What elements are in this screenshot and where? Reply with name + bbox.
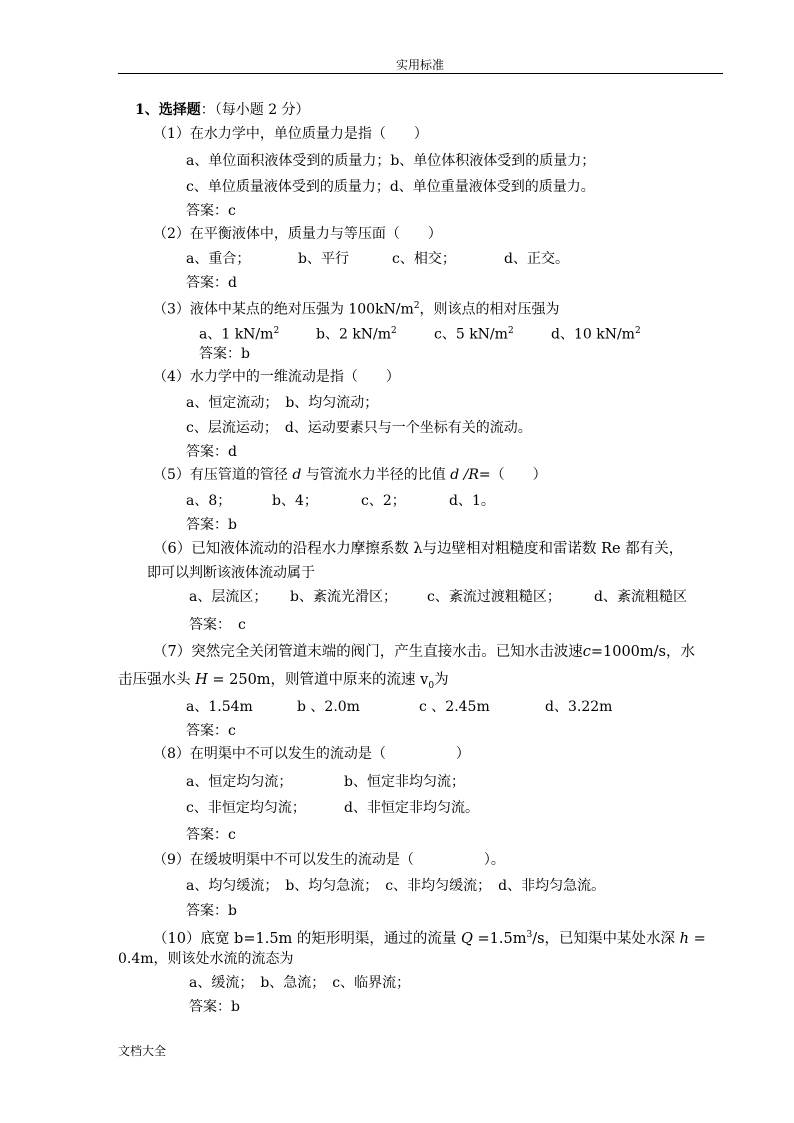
q8-answer: 答案：c (186, 827, 236, 843)
q8-option-c: c、非恒定均匀流； (186, 800, 306, 816)
section-number: 1、选择题 (135, 102, 201, 118)
q4-options-cd: c、层流运动； d、运动要素只与一个坐标有关的流动。 (186, 420, 532, 436)
q6-option-b: b、紊流光滑区； (290, 589, 397, 605)
q10-stem-exponent: 3 (526, 930, 533, 940)
q3-option-c-exponent: 2 (507, 326, 514, 336)
q2-option-a: a、重合； (186, 251, 251, 267)
q5-stem-part: （5）有压管道的管径 (153, 467, 288, 483)
q7-stem-subscript: 0 (428, 680, 435, 691)
q3-option-b-exponent: 2 (391, 326, 397, 336)
q10-options: a、缓流； b、急流； c、临界流； (189, 975, 411, 991)
q1-answer: 答案：c (186, 203, 236, 219)
q3-option-a-text: a、1 kN/m (199, 326, 274, 343)
q8-option-b: b、恒定非均匀流； (344, 774, 465, 790)
q10-stem-line2: 0.4m，则该处水流的流态为 (118, 951, 294, 967)
q10-stem-line1 (153, 925, 706, 949)
q3-option-b (316, 321, 397, 345)
q2-option-d: d、正交。 (504, 251, 569, 267)
q7-option-d: d、3.22m (545, 699, 613, 715)
q7-stem-part: =1000m/s，水 (590, 644, 695, 660)
q4-options-ab: a、恒定流动； b、均匀流动； (186, 395, 379, 411)
q3-option-a-exponent: 2 (273, 326, 280, 336)
q2-option-c: c、相交； (392, 251, 456, 267)
q8-stem: （8）在明渠中不可以发生的流动是（ ） (153, 746, 470, 762)
q10-stem-part: = (693, 930, 706, 947)
q5-option-d: d、1。 (449, 493, 495, 509)
q7-stem-part: 击压强水头 (118, 672, 191, 688)
q5-stem (153, 465, 547, 485)
page-header: 实用标准 (395, 58, 444, 72)
q3-option-b-text: b、2 kN/m (316, 326, 392, 343)
q10-stem-part: /s，已知渠中某处水深 (532, 930, 676, 947)
q8-option-a: a、恒定均匀流； (186, 774, 293, 790)
q7-stem-line1 (153, 642, 695, 662)
q7-answer: 答案：c (186, 723, 236, 739)
q6-option-c: c、紊流过渡粗糙区； (427, 589, 561, 605)
q5-option-a: a、8； (186, 493, 232, 509)
q1-stem: （1）在水力学中，单位质量力是指（ ） (153, 126, 428, 142)
q3-option-d-text: d、10 kN/m (551, 326, 635, 343)
q10-answer: 答案：b (189, 999, 240, 1015)
q5-stem-part: 与管流水力半径的比值 (305, 467, 446, 483)
q3-option-d (551, 321, 641, 345)
q7-option-c: c 、2.45m (419, 699, 490, 715)
q1-options-cd: c、单位质量液体受到的质量力；d、单位重量液体受到的质量力。 (186, 179, 595, 195)
q5-answer: 答案：b (186, 517, 237, 533)
q6-option-a: a、层流区； (189, 589, 268, 605)
q10-stem-symbol: Q (461, 930, 473, 947)
q9-stem: （9）在缓坡明渠中不可以发生的流动是（ ）。 (153, 852, 505, 868)
q3-option-c-text: c、5 kN/m (434, 326, 508, 343)
section-title (135, 100, 310, 120)
q7-stem-part: = 250m，则管道中原来的流速 v (212, 672, 429, 688)
q7-stem-part: 为 (434, 672, 449, 688)
q5-option-b: b、4； (272, 493, 318, 509)
q7-option-b: b 、2.0m (297, 699, 360, 715)
q3-option-a (199, 321, 279, 345)
q2-answer: 答案：d (186, 275, 237, 291)
q3-answer: 答案：b (199, 346, 250, 362)
q1-options-ab: a、单位面积液体受到的质量力；b、单位体积液体受到的质量力； (186, 153, 596, 169)
q10-stem-part: （10）底宽 b=1.5m 的矩形明渠，通过的流量 (153, 930, 457, 947)
q7-stem-symbol: H (195, 672, 208, 688)
q5-option-c: c、2； (361, 493, 406, 509)
q4-stem: （4）水力学中的一维流动是指（ ） (153, 369, 400, 385)
header-divider (118, 73, 723, 74)
q7-stem-part: （7）突然完全关闭管道末端的阀门，产生直接水击。已知水击波速 (153, 644, 583, 660)
q9-answer: 答案：b (186, 903, 237, 919)
q7-stem-symbol: c (582, 644, 591, 660)
q6-stem-line2: 即可以判断该液体流动属于 (147, 565, 315, 581)
q7-option-a: a、1.54m (186, 699, 253, 715)
page-footer: 文档大全 (118, 1044, 167, 1058)
q4-answer: 答案：d (186, 444, 237, 460)
q7-stem-line2 (118, 670, 449, 696)
q10-stem-part: =1.5m (477, 930, 527, 947)
q2-stem: （2）在平衡液体中，质量力与等压面（ ） (153, 226, 442, 242)
q3-stem-part: （3）液体中某点的绝对压强为 100kN/m (153, 301, 414, 318)
q9-options: a、均匀缓流； b、均匀急流； c、非均匀缓流； d、非均匀急流。 (186, 878, 606, 894)
q6-option-d: d、紊流粗糙区 (594, 589, 687, 605)
q3-stem-exponent: 2 (413, 301, 420, 311)
section-note: ：（每小题 2 分） (200, 102, 310, 118)
q6-stem-line1: （6）已知液体流动的沿程水力摩擦系数 λ与边壁相对粗糙度和雷诺数 Re 都有关， (153, 541, 684, 557)
q3-option-c (434, 321, 514, 345)
q6-answer: 答案： c (189, 617, 246, 633)
q5-stem-part: =（ ） (478, 467, 547, 483)
q10-stem-symbol: h (679, 930, 690, 947)
q2-option-b: b、平行 (298, 251, 349, 267)
q5-stem-ratio: d /R (450, 467, 479, 483)
q3-stem-part: ，则该点的相对压强为 (419, 301, 560, 318)
q3-option-d-exponent: 2 (634, 326, 641, 336)
q8-option-d: d、非恒定非均匀流。 (344, 800, 479, 816)
q5-stem-symbol: d (292, 467, 302, 483)
q3-stem (153, 296, 560, 320)
